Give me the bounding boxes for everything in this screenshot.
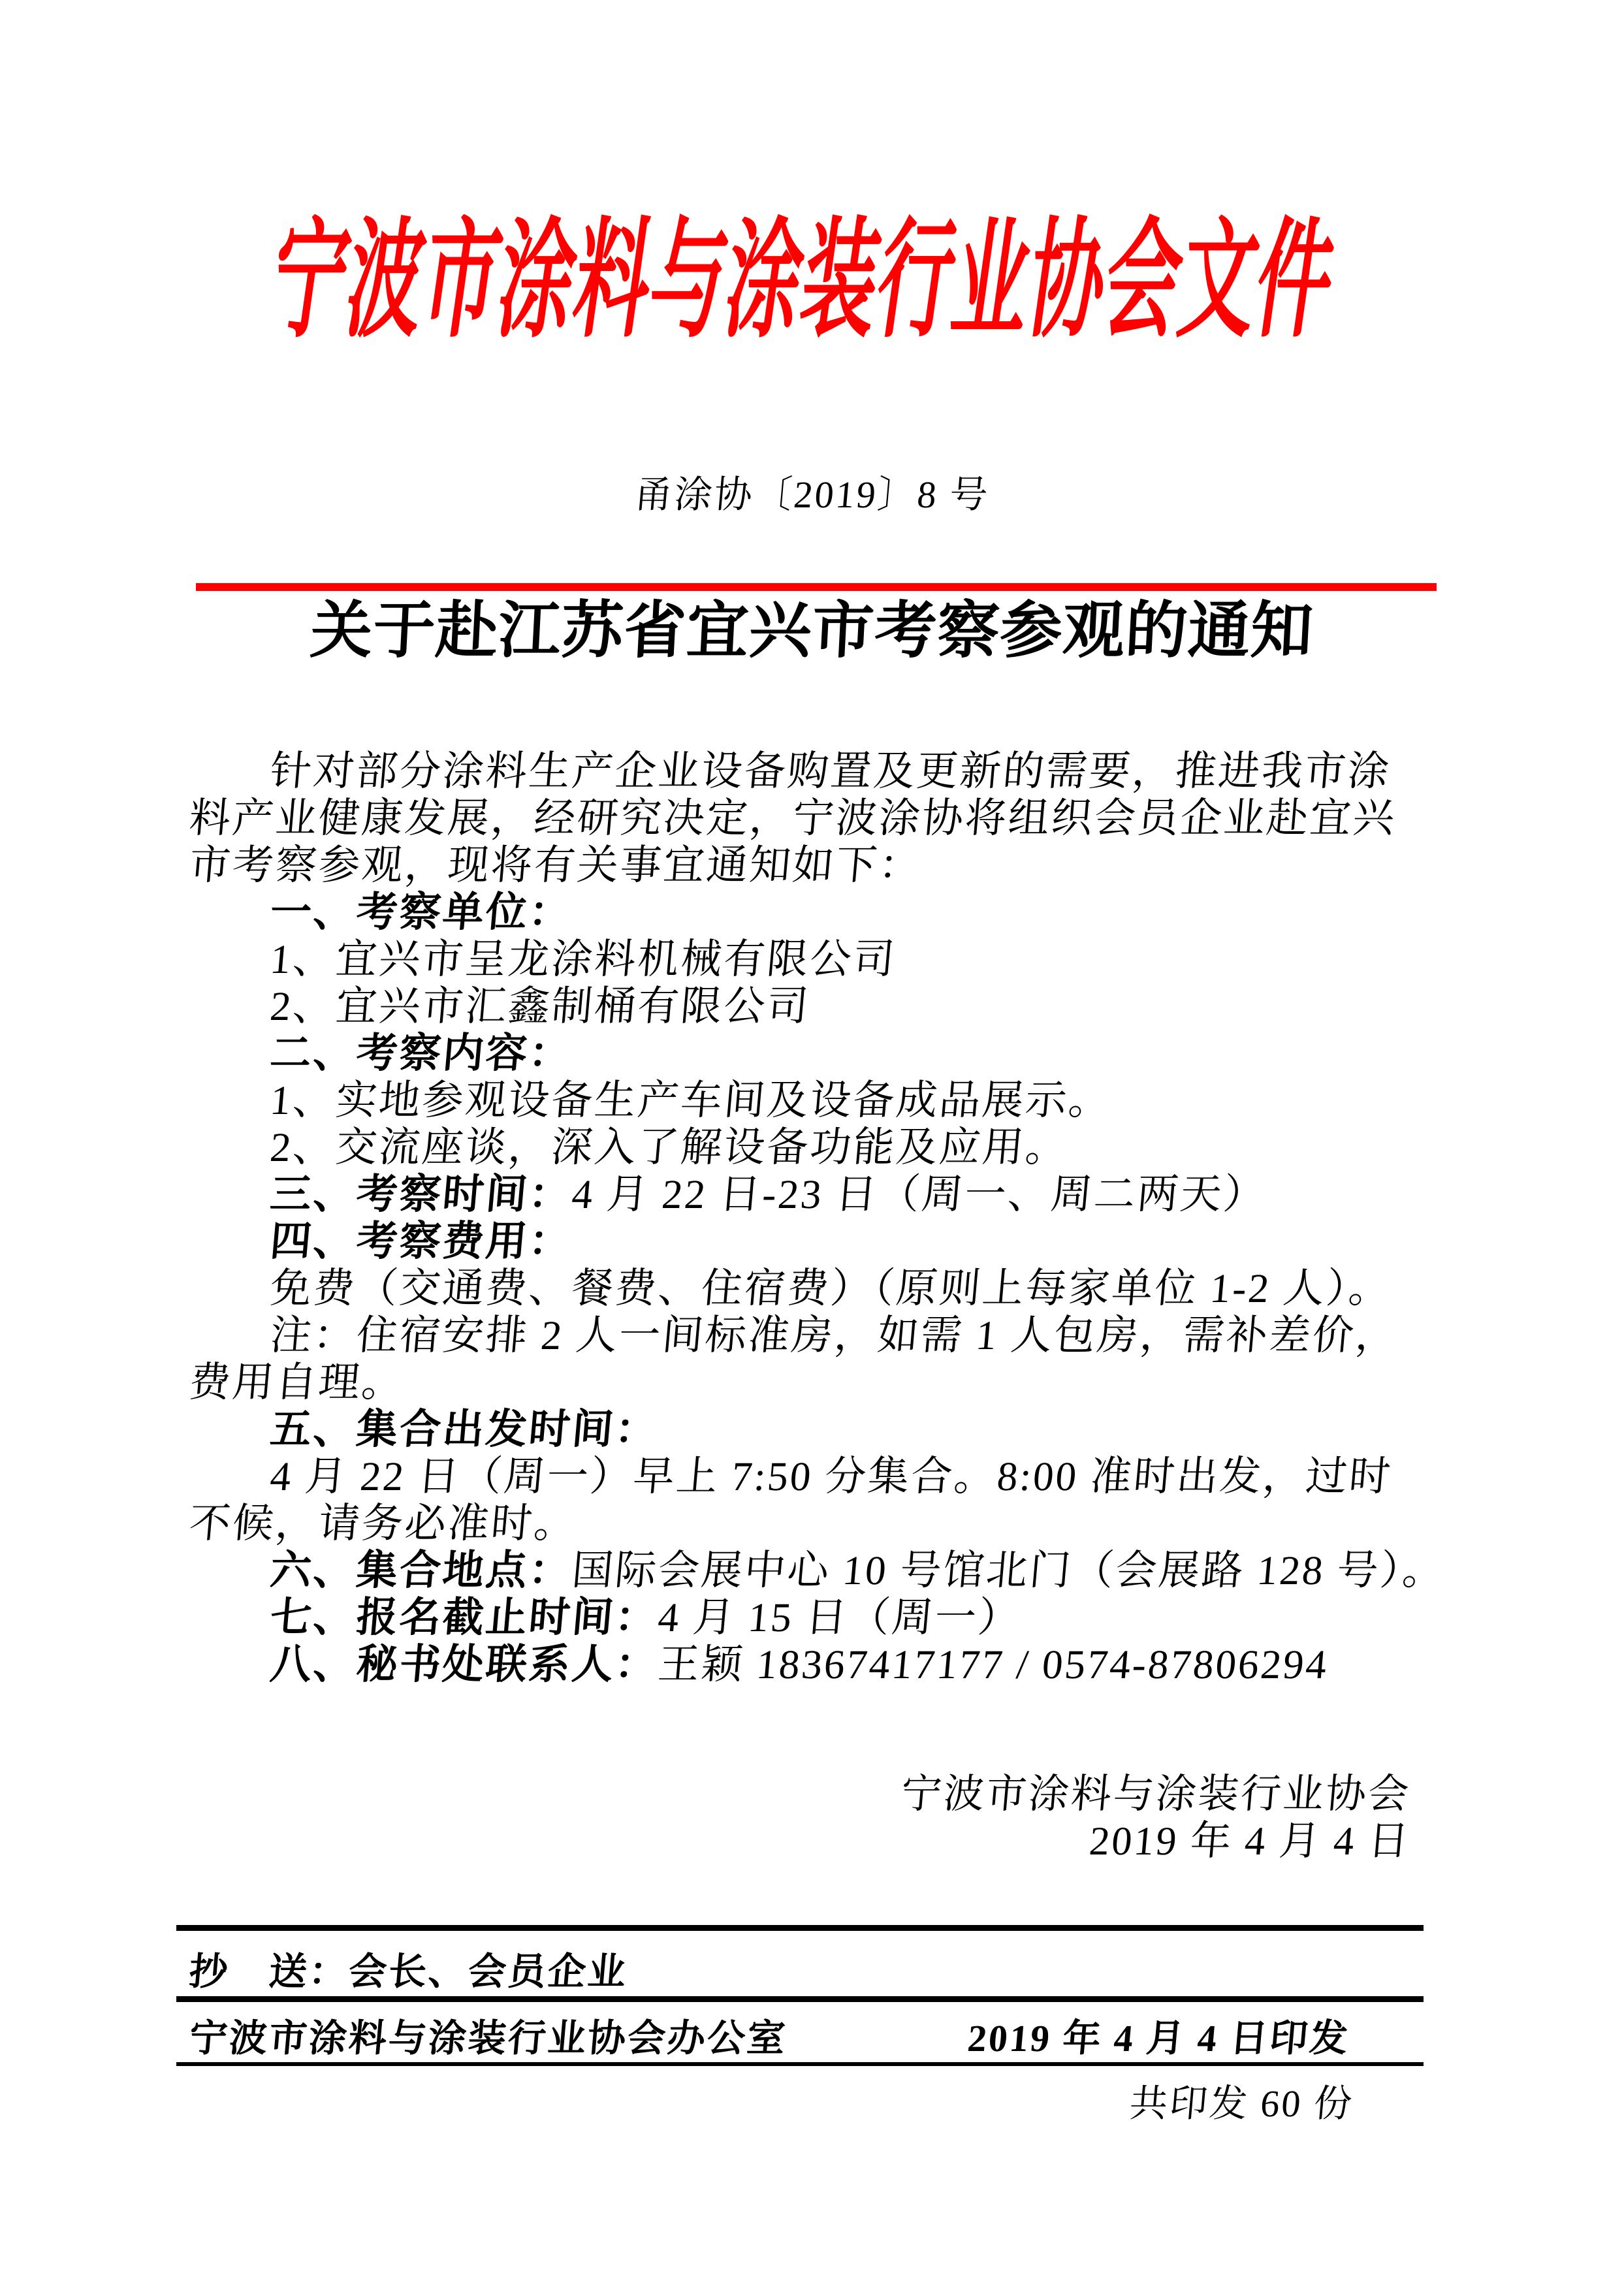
body-line [187,1171,1419,1218]
section-label: 一、考察单位： [268,889,575,935]
body-line [187,842,1419,889]
line-text: 4 月 15 日（周一） [656,1595,1023,1640]
body-line [187,1218,1419,1265]
line-text: 1、实地参观设备生产车间及设备成品展示。 [268,1077,1114,1123]
line-text: 2、交流座谈，深入了解设备功能及应用。 [268,1124,1071,1170]
body-line [187,1641,1419,1688]
line-text: 料产业健康发展，经研究决定，宁波涂协将组织会员企业赴宜兴 [187,795,1399,841]
body-line [187,936,1419,983]
body-line [187,1500,1419,1547]
body-line [187,1030,1419,1077]
body-line [187,1359,1419,1406]
line-text: 市考察参观，现将有关事宜通知如下： [187,842,925,888]
body-line [187,748,1419,795]
section-label: 四、考察费用： [268,1218,575,1264]
footer-rule-bottom [176,2062,1424,2066]
signature-org: 宁波市涂料与涂装行业协会 [899,1772,1412,1817]
line-text: 4 月 22 日（周一）早上 7:50 分集合。8:00 准时出发，过时 [268,1454,1395,1499]
cc-label: 抄 送： [187,1950,351,1993]
issuing-office: 宁波市涂料与涂装行业协会办公室 [187,2017,789,2060]
line-text: 2、宜兴市汇鑫制桶有限公司 [268,983,812,1029]
red-divider-rule [196,583,1437,591]
line-text: 4 月 22 日-23 日（周一、周二两天） [569,1171,1269,1217]
body-line [187,889,1419,936]
document-body [187,748,1448,1688]
footer-rule-middle [176,1996,1424,2002]
line-text: 费用自理。 [187,1360,407,1405]
section-label: 二、考察内容： [268,1030,575,1076]
line-text: 免费（交通费、餐费、住宿费）（原则上每家单位 1-2 人）。 [268,1265,1394,1311]
body-line [187,1594,1419,1641]
body-line [187,1312,1419,1359]
line-text: 不候，请务必准时。 [187,1501,580,1546]
masthead-title: 宁波市涂料与涂装行业协会文件 [263,210,1343,353]
signature-block [901,1771,1410,1865]
line-text: 注：住宿安排 2 人一间标准房，如需 1 人包房，需补差价， [268,1312,1401,1358]
cc-row [187,1951,629,1993]
signature-date: 2019 年 4 月 4 日 [1087,1819,1412,1864]
copies-count: 共印发 60 份 [1128,2082,1356,2125]
line-text: 王颖 18367417177 / 0574-87806294 [656,1642,1331,1687]
line-text: 1、宜兴市呈龙涂料机械有限公司 [268,936,899,982]
body-line [187,983,1419,1030]
section-label: 三、考察时间： [268,1171,575,1217]
body-line [187,1547,1448,1594]
body-line [187,1124,1419,1171]
document-title: 关于赴江苏省宜兴市考察参观的通知 [308,596,1316,665]
body-line [187,1265,1419,1312]
section-label: 七、报名截止时间： [268,1595,661,1640]
section-label: 八、秘书处联系人： [268,1642,661,1687]
line-text: 国际会展中心 10 号馆北门（会展路 128 号）。 [569,1548,1448,1593]
line-text: 针对部分涂料生产企业设备购置及更新的需要，推进我市涂 [268,748,1393,794]
footer-rule-top [176,1925,1424,1931]
cc-value: 会长、会员企业 [347,1950,629,1993]
document-number: 甬涂协〔2019〕8 号 [632,473,992,516]
issuing-office-row [189,2018,1350,2060]
print-date: 2019 年 4 月 4 日印发 [966,2017,1352,2060]
body-line [187,795,1419,842]
body-line [187,1453,1419,1500]
section-label: 六、集合地点： [268,1548,575,1593]
section-label: 五、集合出发时间： [268,1407,661,1452]
body-line [187,1406,1419,1453]
body-line [187,1077,1419,1124]
